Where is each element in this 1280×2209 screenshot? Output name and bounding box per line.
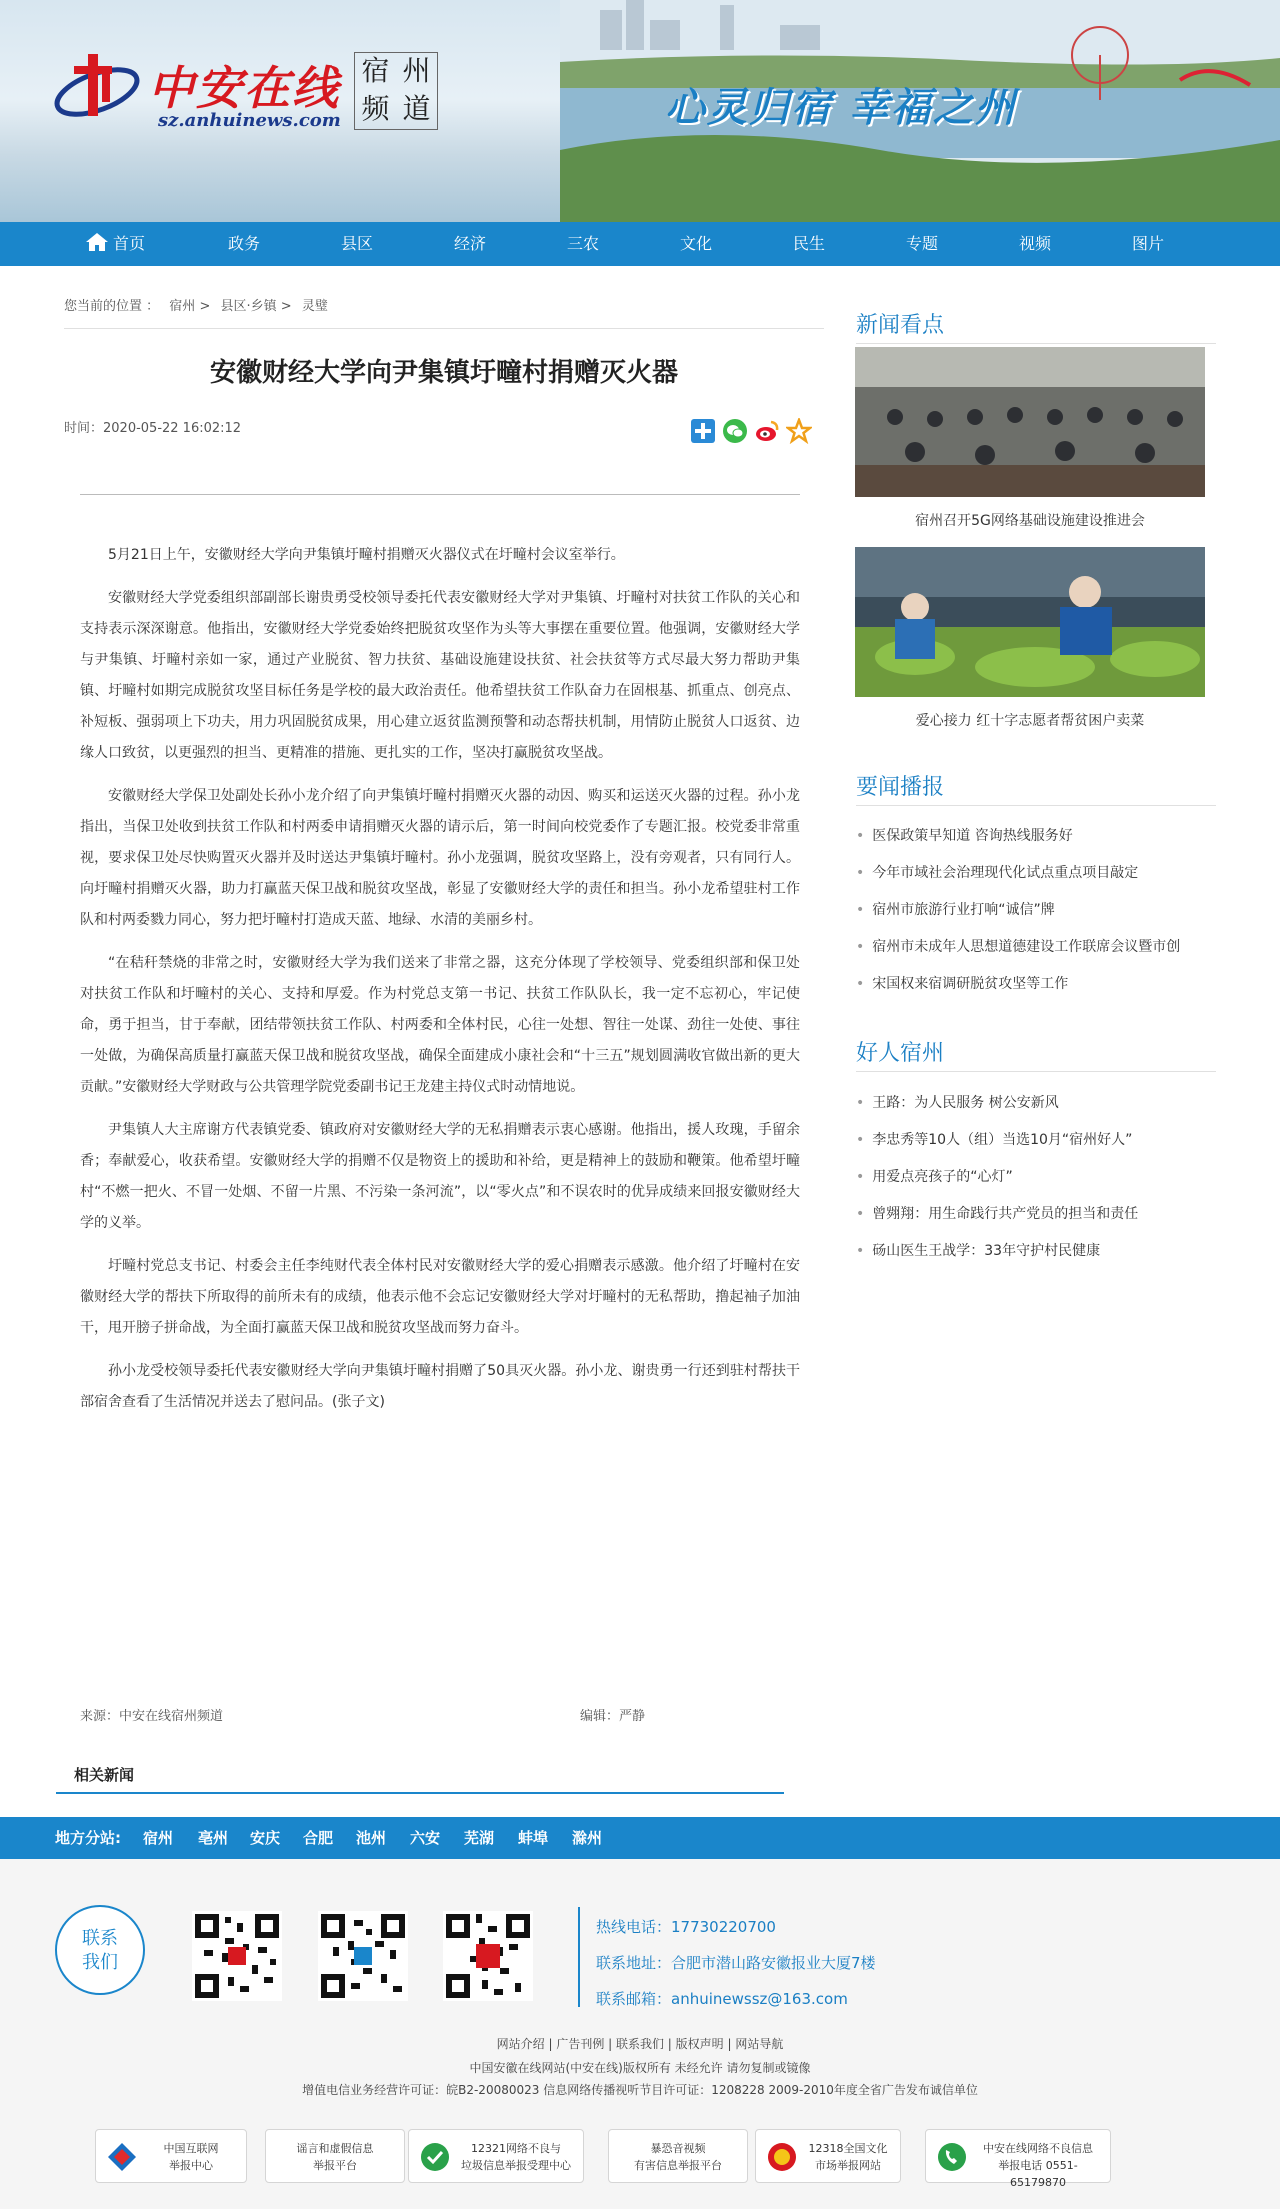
list-item[interactable]: • 医保政策早知道 咨询热线服务好 bbox=[856, 818, 1216, 855]
contact-label: 我们 bbox=[82, 1952, 118, 1973]
header-slogan: 心灵归宿 幸福之州 bbox=[665, 85, 1017, 131]
branch-link[interactable]: 蚌埠 bbox=[518, 1829, 549, 1847]
branch-link[interactable]: 合肥 bbox=[303, 1829, 334, 1847]
news-thumbnail[interactable] bbox=[855, 347, 1205, 497]
branch-link[interactable]: 亳州 bbox=[198, 1829, 229, 1847]
channel-char: 州 bbox=[402, 54, 431, 87]
breadcrumb-item[interactable]: 宿州 bbox=[169, 299, 196, 314]
badge-text: 市场举报网站 bbox=[815, 2159, 881, 2172]
site-header bbox=[0, 0, 1280, 222]
divider bbox=[578, 1907, 580, 2007]
share-plus-icon[interactable] bbox=[690, 418, 716, 444]
logo-chinese-name: 中安在线 bbox=[148, 61, 340, 115]
list-item[interactable]: • 曾翙翔：用生命践行共产党员的担当和责任 bbox=[856, 1196, 1216, 1233]
report-badge[interactable] bbox=[608, 2129, 748, 2183]
qr-code-icon bbox=[318, 1911, 408, 2001]
breadcrumb bbox=[64, 295, 328, 314]
badge-text: 垃圾信息举报受理中心 bbox=[461, 2159, 571, 2172]
list-item[interactable]: • 今年市域社会治理现代化试点重点项目敲定 bbox=[856, 855, 1216, 892]
badge-text: 有害信息举报平台 bbox=[634, 2159, 722, 2172]
list-item[interactable]: • 宋国权来宿调研脱贫攻坚等工作 bbox=[856, 966, 1216, 1003]
vegetable-photo bbox=[855, 547, 1205, 697]
breadcrumb-prefix: 您当前的位置 ： bbox=[64, 299, 160, 314]
site-footer bbox=[0, 1859, 1280, 2209]
article-editor: 编辑：严静 bbox=[580, 1709, 646, 1724]
main-nav bbox=[0, 222, 1280, 266]
nav-home[interactable] bbox=[70, 222, 160, 266]
branch-link[interactable]: 安庆 bbox=[250, 1829, 281, 1847]
footer-links[interactable]: 网站介绍 | 广告刊例 | 联系我们 | 版权声明 | 网站导航 bbox=[496, 2037, 784, 2051]
news-caption[interactable]: 爱心接力 红十字志愿者帮贫困户卖菜 bbox=[915, 713, 1145, 729]
badge-text: 中国互联网 bbox=[163, 2142, 219, 2155]
list-item[interactable]: • 用爱点亮孩子的“心灯” bbox=[856, 1159, 1216, 1196]
branch-sites-bar bbox=[0, 1817, 1280, 1859]
national-emblem-icon bbox=[766, 2141, 798, 2173]
badge-text: 谣言和虚假信息 bbox=[296, 2142, 374, 2155]
email[interactable]: 联系邮箱：anhuinewssz@163.com bbox=[596, 1990, 848, 2008]
phone-icon bbox=[936, 2141, 968, 2173]
report-badge[interactable] bbox=[95, 2129, 247, 2183]
branch-link[interactable]: 宿州 bbox=[143, 1829, 174, 1847]
article-paragraph: “在秸秆禁烧的非常之时，安徽财经大学为我们送来了非常之器，这充分体现了学校领导、党委组织部和保卫处对扶贫工作队和圩疃村的关心、支持和厚爱。作为村党总支第一书记、扶贫工作队队长，我一定不忘初心，牢记使命，勇于担当，甘于奉献，团结带领扶贫工作队、村两委和全体村民，心往一处想、智往一处谋、劲往一处使、事往一处做，为确保高质量打赢蓝天保卫战和脱贫攻坚战，确保全面建成小康社会和“十三五”规划圆满收官做出新的更大贡献。”安徽财经大学财政与公共管理学院党委副书记王龙建主持仪式时动情地说。 bbox=[80, 955, 800, 1095]
badge-text: 12321网络不良与 bbox=[471, 2142, 561, 2155]
article-title: 安徽财经大学向尹集镇圩疃村捐赠灭火器 bbox=[209, 358, 678, 388]
hotline: 热线电话：17730220700 bbox=[596, 1918, 776, 1936]
nav-photos[interactable]: 图片 bbox=[1131, 234, 1164, 253]
report-badge[interactable] bbox=[408, 2129, 584, 2183]
article-paragraph: 安徽财经大学保卫处副处长孙小龙介绍了向尹集镇圩疃村捐赠灭火器的动因、购买和运送灭火器的过程。孙小龙指出，当保卫处收到扶贫工作队和村两委申请捐赠灭火器的请示后，第一时间向校党委作了专题汇报。校党委非常重视，要求保卫处尽快购置灭火器并及时送达尹集镇圩疃村。孙小龙强调，脱贫攻坚路上，没有旁观者，只有同行人。向圩疃村捐赠灭火器，助力打赢蓝天保卫战和脱贫攻坚战，彰显了安徽财经大学的责任和担当。孙小龙希望驻村工作队和村两委戮力同心，努力把圩疃村打造成天蓝、地绿、水清的美丽乡村。 bbox=[80, 788, 800, 928]
branch-link[interactable]: 芜湖 bbox=[464, 1829, 495, 1847]
article-paragraph: 5月21日上午，安徽财经大学向尹集镇圩疃村捐赠灭火器仪式在圩疃村会议室举行。 bbox=[108, 547, 625, 563]
weibo-icon[interactable] bbox=[754, 418, 780, 444]
branch-link[interactable]: 滁州 bbox=[572, 1829, 603, 1847]
report-badge[interactable] bbox=[925, 2129, 1111, 2189]
wechat-icon[interactable] bbox=[722, 418, 748, 444]
article-paragraph: 圩疃村党总支书记、村委会主任李纯财代表全体村民对安徽财经大学的爱心捐赠表示感激。他介绍了圩疃村在安徽财经大学的帮扶下所取得的前所未有的成绩，他表示他不会忘记安徽财经大学对圩疃村的无私帮助，撸起袖子加油干，甩开膀子拼命战，为全面打赢蓝天保卫战和脱贫攻坚战而努力奋斗。 bbox=[80, 1258, 800, 1336]
branch-link[interactable]: 六安 bbox=[410, 1829, 441, 1847]
article-paragraph: 尹集镇人大主席谢方代表镇党委、镇政府对安徽财经大学的无私捐赠表示衷心感谢。他指出，援人玫瑰，手留余香；奉献爱心，收获希望。安徽财经大学的捐赠不仅是物资上的援助和补给，更是精神上的鼓励和鞭策。他希望圩疃村“不燃一把火、不冒一处烟、不留一片黑、不污染一条河流”，以“零火点”和不误农时的优异成绩来回报安徽财经大学的义举。 bbox=[80, 1122, 800, 1231]
breadcrumb-item[interactable]: 县区·乡镇 bbox=[220, 299, 277, 314]
logo-emblem-icon bbox=[52, 48, 142, 128]
channel-char: 宿 bbox=[361, 54, 390, 87]
channel-label bbox=[354, 52, 438, 130]
qr-code-icon bbox=[192, 1911, 282, 2001]
badge-text: 举报平台 bbox=[313, 2159, 357, 2172]
favorite-star-icon[interactable] bbox=[786, 418, 812, 444]
report-center-icon bbox=[106, 2141, 138, 2173]
badge-text: 暴恐音视频 bbox=[650, 2142, 706, 2155]
people-list bbox=[856, 1085, 1216, 1270]
article-source-line bbox=[80, 1705, 800, 1724]
article-body bbox=[80, 540, 800, 1430]
sidebar-news-title: 新闻看点 bbox=[856, 308, 1216, 344]
nav-economy[interactable]: 经济 bbox=[453, 234, 486, 253]
article-paragraph: 安徽财经大学党委组织部副部长谢贵勇受校领导委托代表安徽财经大学对尹集镇、圩疃村对扶贫工作队的关心和支持表示深深谢意。他指出，安徽财经大学党委始终把脱贫攻坚作为头等大事摆在重要位置。他强调，安徽财经大学与尹集镇、圩疃村亲如一家，通过产业脱贫、智力扶贫、基础设施建设扶贫、社会扶贫等方式尽最大努力帮助尹集镇、圩疃村如期完成脱贫攻坚目标任务是学校的最大政治责任。他希望扶贫工作队奋力在固根基、抓重点、创亮点、补短板、强弱项上下功夫，用力巩固脱贫成果，用心建立返贫监测预警和动态帮扶机制，用情防止脱贫人口返贫、边缘人口致贫，以更强烈的担当、更精准的措施、更扎实的工作，坚决打赢脱贫攻坚战。 bbox=[80, 590, 800, 761]
meeting-photo bbox=[855, 347, 1205, 497]
sidebar-broadcast-title: 要闻播报 bbox=[856, 770, 1216, 806]
divider bbox=[64, 328, 824, 329]
contact-label: 联系 bbox=[82, 1928, 118, 1949]
list-item[interactable]: • 宿州市未成年人思想道德建设工作联席会议暨市创 bbox=[856, 929, 1216, 966]
list-item[interactable]: • 李忠秀等10人（组）当选10月“宿州好人” bbox=[856, 1122, 1216, 1159]
article-source: 来源：中安在线宿州频道 bbox=[80, 1709, 224, 1724]
badge-text: 举报中心 bbox=[169, 2159, 213, 2172]
branch-label: 地方分站: bbox=[55, 1829, 121, 1847]
footer-copyright: 中国安徽在线网站(中安在线)版权所有 未经允许 请勿复制或镜像 bbox=[469, 2061, 811, 2075]
qr-code-icon bbox=[443, 1911, 533, 2001]
nav-culture[interactable]: 文化 bbox=[679, 234, 712, 253]
share-bar bbox=[690, 418, 812, 444]
address: 联系地址：合肥市潜山路安徽报业大厦7楼 bbox=[596, 1954, 876, 1972]
divider bbox=[80, 494, 800, 495]
nav-topics[interactable]: 专题 bbox=[905, 234, 938, 253]
nav-home-label: 首页 bbox=[112, 234, 145, 253]
breadcrumb-separator: > bbox=[280, 299, 292, 314]
article-time: 时间：2020-05-22 16:02:12 bbox=[64, 421, 242, 436]
list-item[interactable]: • 宿州市旅游行业打响“诚信”牌 bbox=[856, 892, 1216, 929]
footer-license: 增值电信业务经营许可证：皖B2-20080023 信息网络传播视听节目许可证：1208228 2009-2010年度全省广告发布诚信单位 bbox=[302, 2083, 978, 2097]
news-caption[interactable]: 宿州召开5G网络基础设施建设推进会 bbox=[915, 513, 1145, 529]
badge-text: 12318全国文化 bbox=[808, 2142, 888, 2155]
article-paragraph: 孙小龙受校领导委托代表安徽财经大学向尹集镇圩疃村捐赠了50具灭火器。孙小龙、谢贵勇一行还到驻村帮扶干部宿舍查看了生活情况并送去了慰问品。(张子文) bbox=[80, 1363, 800, 1410]
logo-domain: sz.anhuinews.com bbox=[158, 110, 341, 131]
badge-text: 中安在线网络不良信息 bbox=[983, 2142, 1093, 2155]
channel-char: 频 bbox=[361, 92, 390, 125]
badge-text: 举报电话 0551-65179870 bbox=[998, 2159, 1078, 2189]
related-news-label: 相关新闻 bbox=[74, 1766, 135, 1784]
news-thumbnail[interactable] bbox=[855, 547, 1205, 697]
channel-char: 道 bbox=[402, 92, 431, 125]
broadcast-list bbox=[856, 818, 1216, 1003]
breadcrumb-separator: > bbox=[199, 299, 211, 314]
nav-agriculture[interactable]: 三农 bbox=[566, 234, 599, 253]
contact-info bbox=[596, 1909, 876, 2017]
list-item[interactable]: • 王路：为人民服务 树公安新风 bbox=[856, 1085, 1216, 1122]
home-icon bbox=[85, 232, 109, 252]
related-news-header bbox=[56, 1754, 784, 1794]
contact-us-badge[interactable] bbox=[55, 1905, 145, 1995]
branch-link[interactable]: 池州 bbox=[356, 1829, 387, 1847]
nav-livelihood[interactable]: 民生 bbox=[792, 234, 825, 253]
list-item[interactable]: • 砀山医生王战学：33年守护村民健康 bbox=[856, 1233, 1216, 1270]
site-logo[interactable] bbox=[52, 40, 452, 140]
report-badge[interactable] bbox=[265, 2129, 405, 2183]
nav-video[interactable]: 视频 bbox=[1018, 234, 1051, 253]
nav-counties[interactable]: 县区 bbox=[340, 234, 373, 253]
report-badge[interactable] bbox=[755, 2129, 901, 2183]
nav-politics[interactable]: 政务 bbox=[227, 234, 260, 253]
breadcrumb-item[interactable]: 灵璧 bbox=[301, 299, 328, 314]
12321-icon bbox=[419, 2141, 451, 2173]
sidebar-people-title: 好人宿州 bbox=[856, 1036, 1216, 1072]
